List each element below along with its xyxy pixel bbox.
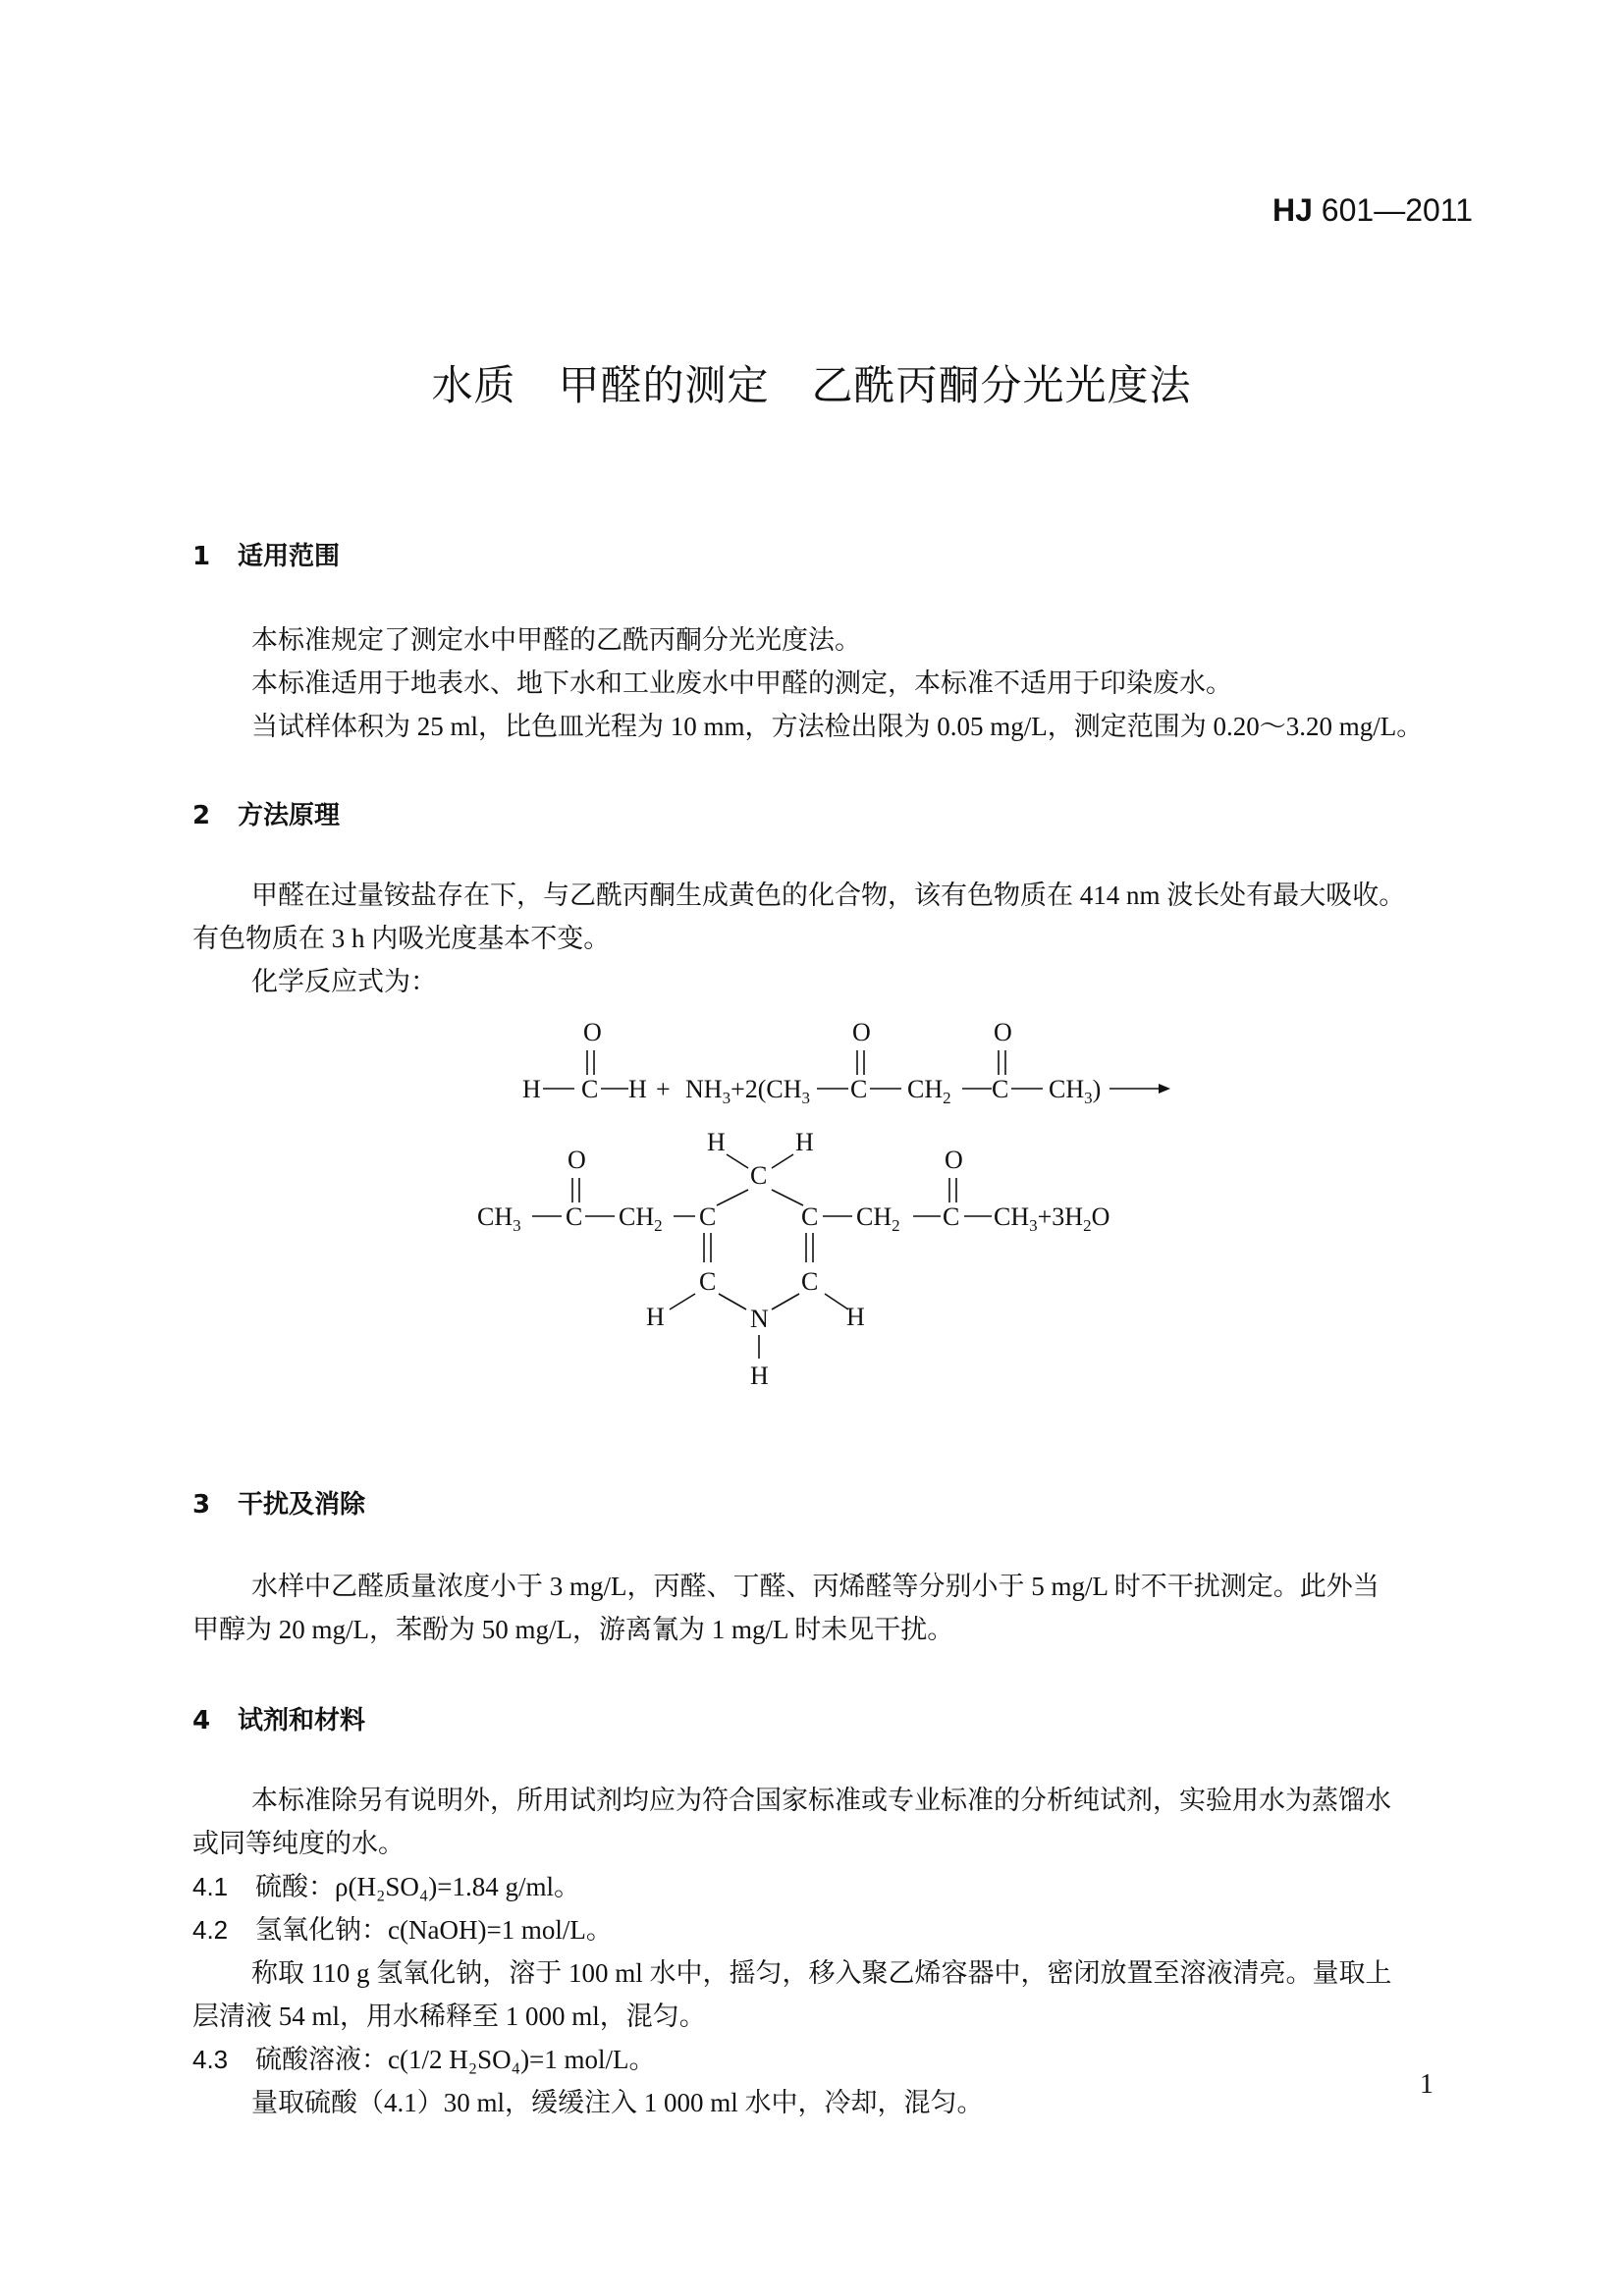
section-4-number: 4 [192, 1706, 211, 1735]
page-number: 1 [1420, 2069, 1434, 2100]
product-methyl-left: $CH_3$ [477, 1202, 521, 1235]
product-oxygen-right: O [945, 1146, 963, 1174]
ring-carbon-bottom-left: C [699, 1267, 717, 1296]
ring-carbon-bottom-right: C [801, 1267, 819, 1296]
reagent-item-4-2 [192, 1908, 1479, 1951]
acac-oxygen-1: O [852, 1018, 871, 1046]
section-2-paragraph-2: 化学反应式为： [251, 967, 437, 996]
reagent-number: 4.2 [192, 1915, 229, 1945]
ring-h-top-right: H [795, 1128, 814, 1156]
reagent-formula: c(NaOH)=1 mol/L。 [388, 1915, 613, 1945]
section-3-paragraph-line-1: 水样中乙醛质量浓度小于 3 mg/L，丙醛、丁醛、丙烯醛等分别小于 5 mg/L 时不干扰测定。此外当 [251, 1572, 1380, 1601]
reagent-formula: ρ(H₂SO₄)=1.84 g/ml。 [335, 1872, 581, 1901]
ring-carbon-top: C [750, 1161, 768, 1190]
reagent-number: 4.1 [192, 1872, 229, 1901]
reagent-name: 氢氧化钠： [255, 1915, 388, 1945]
section-2-title: 方法原理 [238, 801, 341, 830]
section-4-heading [192, 1700, 365, 1736]
ring-h-bottom-right: H [846, 1303, 865, 1331]
ring-cn-bond-left [719, 1294, 746, 1309]
acac-oxygen-2: O [994, 1018, 1012, 1046]
ring-carbon-right: C [801, 1202, 819, 1231]
ring-h-bottom-left: H [646, 1303, 665, 1331]
section-4-paragraph-line-2: 或同等纯度的水。 [192, 1829, 405, 1858]
section-3-body [192, 1565, 1479, 1651]
section-1-paragraph-2: 本标准适用于地表水、地下水和工业废水中甲醛的测定，本标准不适用于印染废水。 [251, 668, 1232, 698]
acac-methyl: $CH_3$) [1049, 1075, 1102, 1107]
product-carbonyl-right: C [943, 1202, 960, 1231]
ring-cn-bond-right [772, 1294, 799, 1309]
section-3-number: 3 [192, 1490, 211, 1520]
ring-bond-top-right [772, 1190, 803, 1205]
section-2-paragraph-1-line-1: 甲醛在过量铵盐存在下，与乙酰丙酮生成黄色的化合物，该有色物质在 414 nm 波长处有最大吸收。 [251, 881, 1406, 910]
section-4-paragraph-line-1: 本标准除另有说明外，所用试剂均应为符合国家标准或专业标准的分析纯试剂，实验用水为蒸馏水 [251, 1786, 1391, 1815]
formaldehyde-carbon: C [581, 1075, 599, 1103]
section-2-number: 2 [192, 801, 211, 830]
standard-code-number: 601—2011 [1321, 192, 1473, 228]
standard-code-prefix: HJ [1272, 192, 1313, 228]
ring-ch-bond-left [670, 1294, 695, 1309]
product-methyl-water: $CH_3+3H_2O$ [994, 1202, 1110, 1235]
acac-carbonyl-carbon-2: C [992, 1075, 1009, 1103]
ring-nh-hydrogen: H [750, 1362, 769, 1390]
product-methylene-left: $CH_2$ [619, 1202, 663, 1235]
reaction-arrow-head [1159, 1084, 1170, 1094]
section-1-paragraph-3: 当试样体积为 25 ml，比色皿光程为 10 mm，方法检出限为 0.05 mg/L，测定范围为 0.20～3.20 mg/L。 [251, 712, 1424, 741]
section-1-title: 适用范围 [238, 542, 341, 571]
ammonia-label: $NH_3+2(CH_3$ [685, 1075, 811, 1107]
section-1-number: 1 [192, 542, 211, 571]
ring-h-bond-right [772, 1154, 793, 1168]
reagent-formula: c(1/2 H₂SO₄)=1 mol/L。 [388, 2045, 656, 2074]
formaldehyde-h-right: H [628, 1075, 647, 1103]
document-title: 水质 甲醛的测定 乙酰丙酮分光光度法 [431, 361, 1192, 409]
reagent-name: 硫酸溶液： [255, 2045, 388, 2074]
reagent-4-2-desc-line-2: 层清液 54 ml，用水稀释至 1 000 ml，混匀。 [192, 2002, 706, 2031]
reagent-4-2-desc-line-1: 称取 110 g 氢氧化钠，溶于 100 ml 水中，摇匀，移入聚乙烯容器中，密闭放置至溶液清亮。量取上 [251, 1958, 1392, 1988]
reagent-number: 4.3 [192, 2045, 229, 2074]
reagent-item-4-1 [192, 1865, 1479, 1908]
ring-nitrogen: N [750, 1305, 769, 1333]
section-3-paragraph-line-2: 甲醇为 20 mg/L，苯酚为 50 mg/L，游离氰为 1 mg/L 时未见干扰。 [192, 1615, 954, 1644]
section-4-body [192, 1779, 1479, 1865]
section-2-paragraph-1-line-2: 有色物质在 3 h 内吸光度基本不变。 [192, 924, 611, 953]
formaldehyde-oxygen: O [583, 1018, 602, 1046]
ring-carbon-left: C [699, 1202, 717, 1231]
formaldehyde-h-left: H [522, 1075, 541, 1103]
plus-sign: + [656, 1075, 671, 1103]
reagent-item-4-3 [192, 2038, 1479, 2081]
acac-carbonyl-carbon-1: C [850, 1075, 868, 1103]
ring-h-bond-left [727, 1154, 748, 1168]
section-4-title: 试剂和材料 [238, 1706, 366, 1735]
reagent-4-3-desc-line-1: 量取硫酸（4.1）30 ml，缓缓注入 1 000 ml 水中，冷却，混匀。 [251, 2088, 984, 2117]
product-carbonyl-left: C [566, 1202, 583, 1231]
acac-methylene: $CH_2$ [907, 1075, 951, 1107]
product-oxygen-left: O [568, 1146, 586, 1174]
product-methylene-right: $CH_2$ [856, 1202, 900, 1235]
section-3-heading [192, 1484, 365, 1521]
ring-bond-top-left [717, 1190, 748, 1205]
reagent-list [192, 1865, 1479, 2124]
ring-h-top-left: H [707, 1128, 726, 1156]
section-3-title: 干扰及消除 [238, 1490, 366, 1520]
ring-ch-bond-right [825, 1294, 848, 1309]
section-1-paragraph-1: 本标准规定了测定水中甲醛的乙酰丙酮分光光度法。 [251, 625, 861, 655]
reagent-name: 硫酸： [255, 1872, 335, 1901]
